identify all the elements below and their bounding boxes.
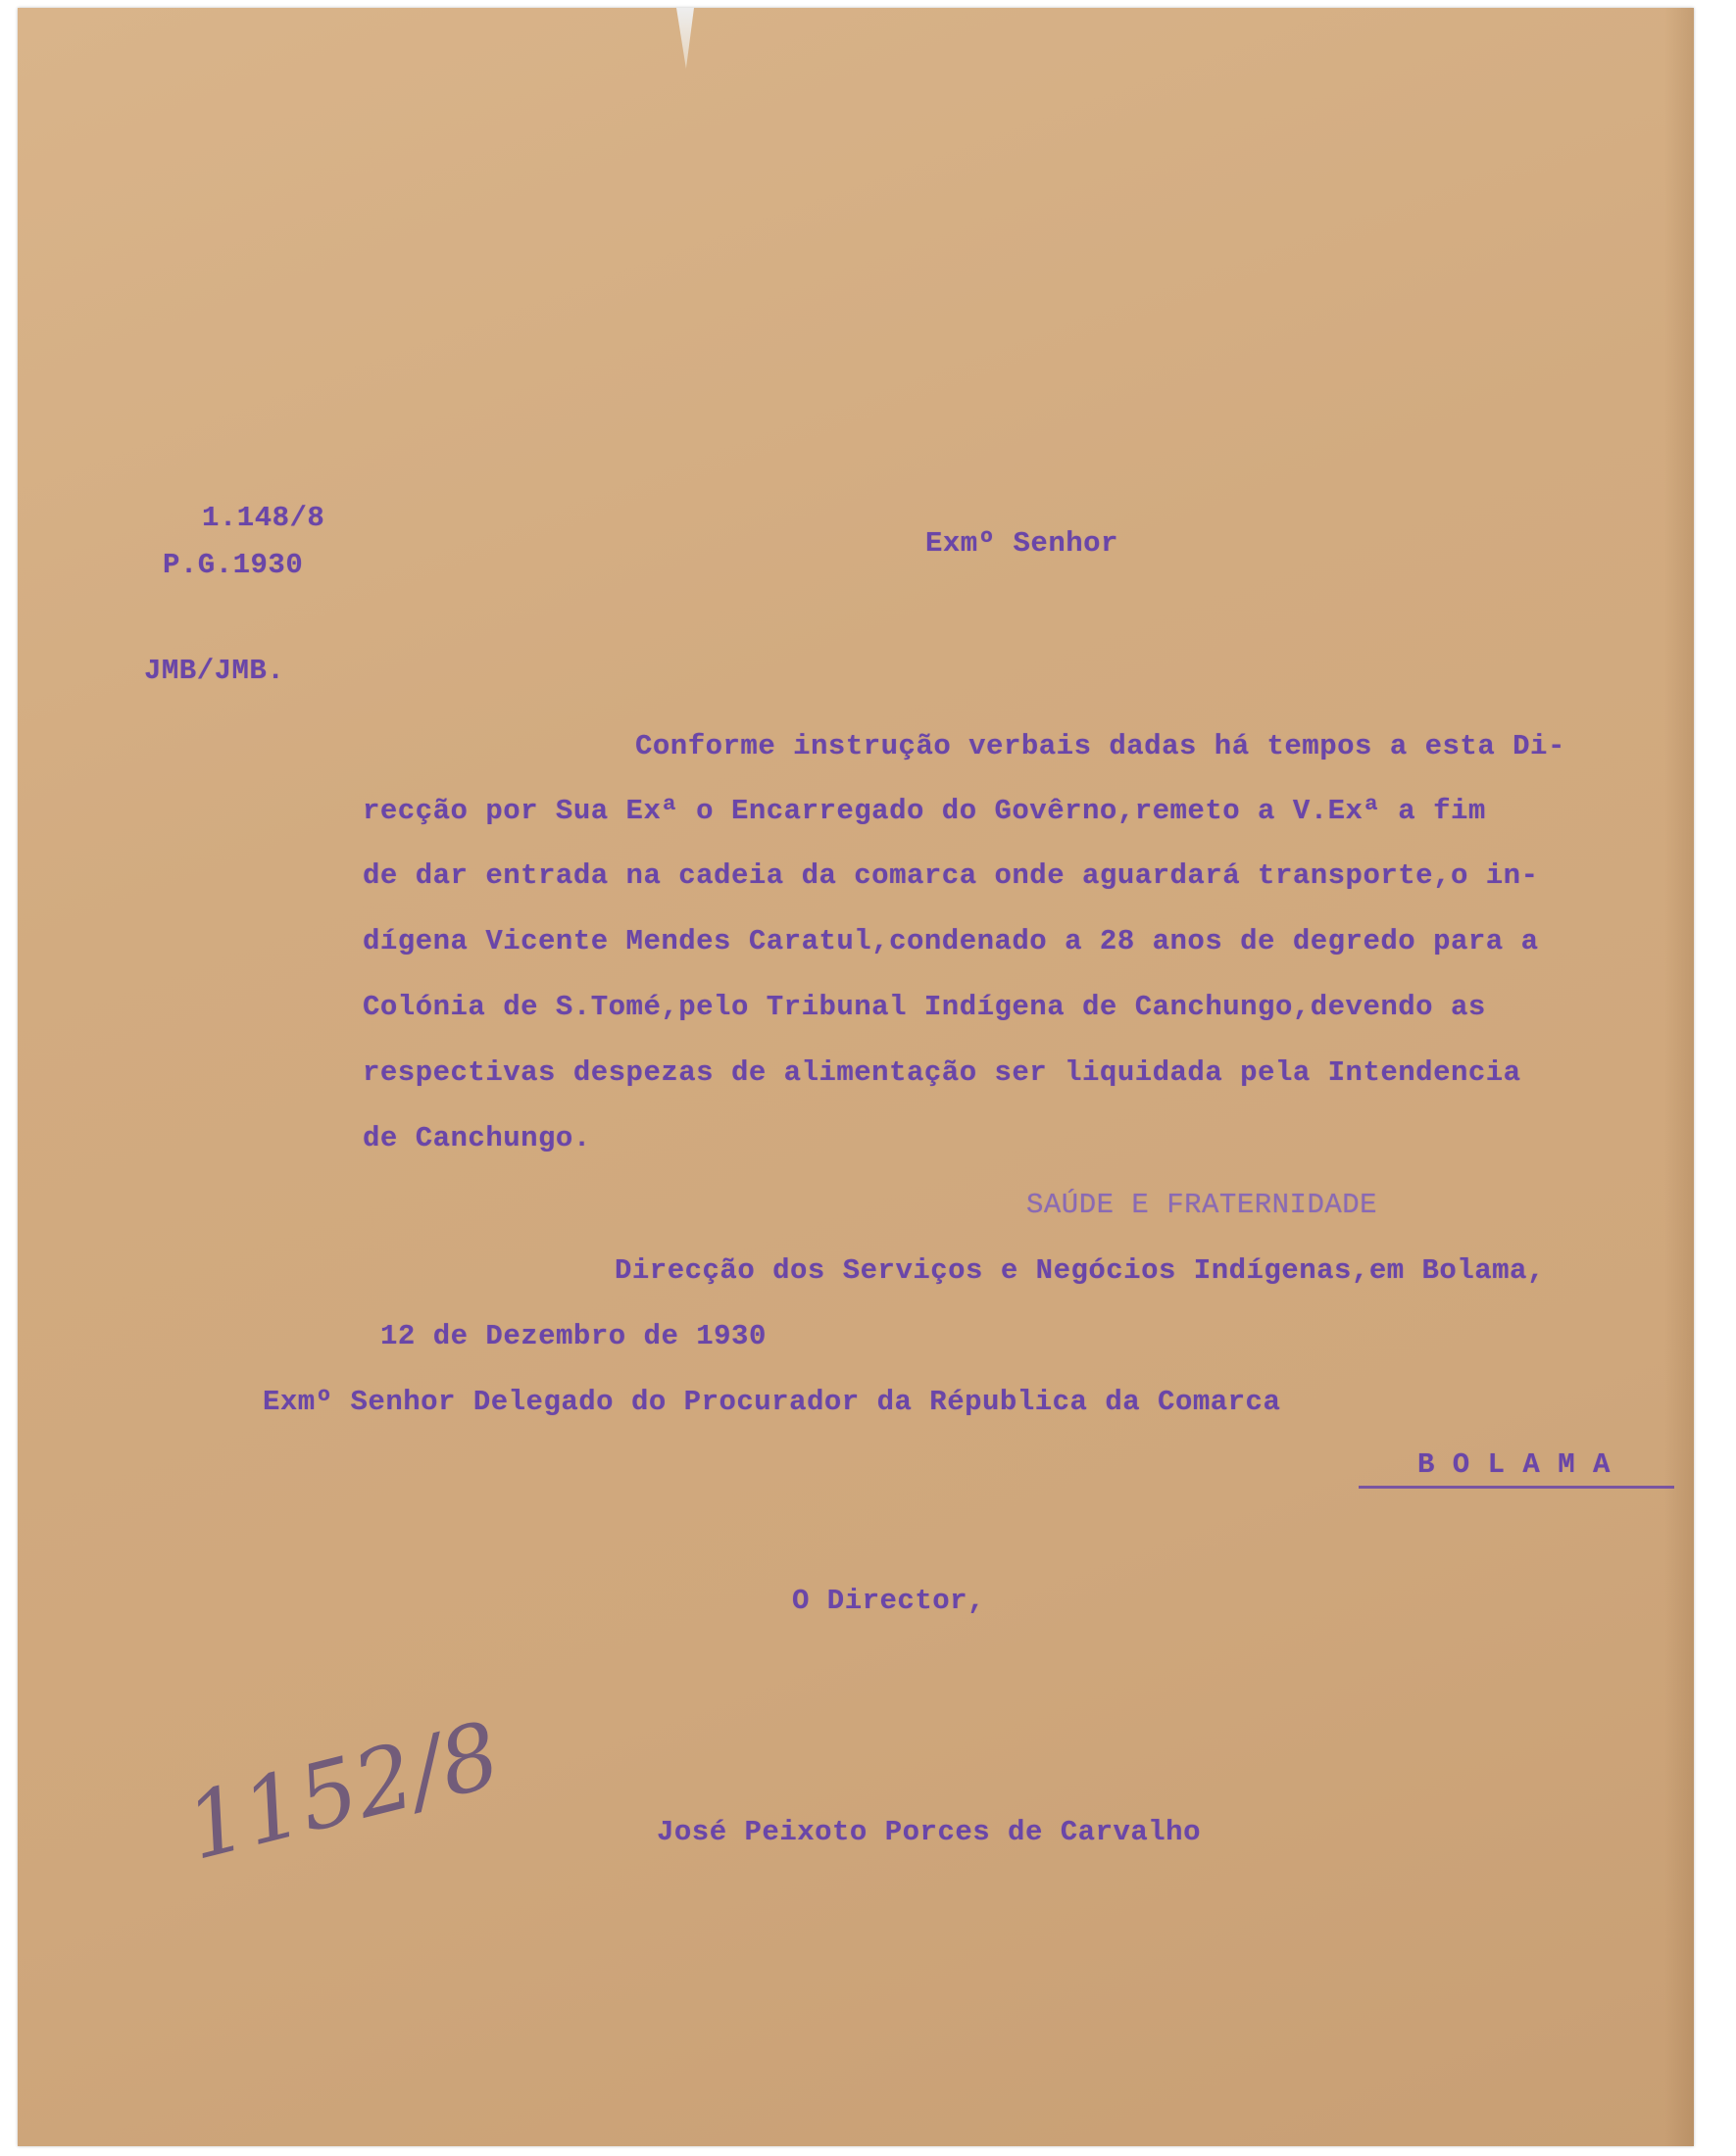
body-line-2: recção por Sua Exª o Encarregado do Govêrno,remeto a V.Exª a fim <box>363 795 1486 827</box>
date-line: 12 de Dezembro de 1930 <box>380 1320 767 1352</box>
body-line-6: respectivas despezas de alimentação ser liquidada pela Intendencia <box>363 1056 1521 1089</box>
handwritten-file-number: 1152/8 <box>176 1701 510 1881</box>
body-line-5: Colónia de S.Tomé,pelo Tribunal Indígena de Canchungo,devendo as <box>363 991 1486 1023</box>
reference-series: P.G.1930 <box>163 549 304 581</box>
addressee-line: Exmº Senhor Delegado do Procurador da Républica da Comarca <box>263 1386 1281 1418</box>
salutation: Exmº Senhor <box>925 527 1118 560</box>
reference-number: 1.148/8 <box>202 502 325 534</box>
city-underline <box>1359 1486 1674 1489</box>
body-line-1: Conforme instrução verbais dadas há tempos a esta Di- <box>635 730 1565 762</box>
closing-formula: SAÚDE E FRATERNIDADE <box>1026 1189 1378 1221</box>
signature-name: José Peixoto Porces de Carvalho <box>657 1816 1201 1848</box>
body-line-4: dígena Vicente Mendes Caratul,condenado a 28 anos de degredo para a <box>363 925 1539 957</box>
addressee-city: B O L A M A <box>1417 1448 1611 1481</box>
body-line-7: de Canchungo. <box>363 1122 591 1154</box>
paper-edge-shadow <box>1664 8 1694 2146</box>
body-line-3: de dar entrada na cadeia da comarca onde aguardará transporte,o in- <box>363 859 1539 892</box>
paper-tear <box>676 8 694 69</box>
signature-title: O Director, <box>792 1585 985 1617</box>
reference-initials: JMB/JMB. <box>144 655 285 687</box>
place-line: Direcção dos Serviços e Negócios Indígenas,em Bolama, <box>615 1254 1545 1287</box>
